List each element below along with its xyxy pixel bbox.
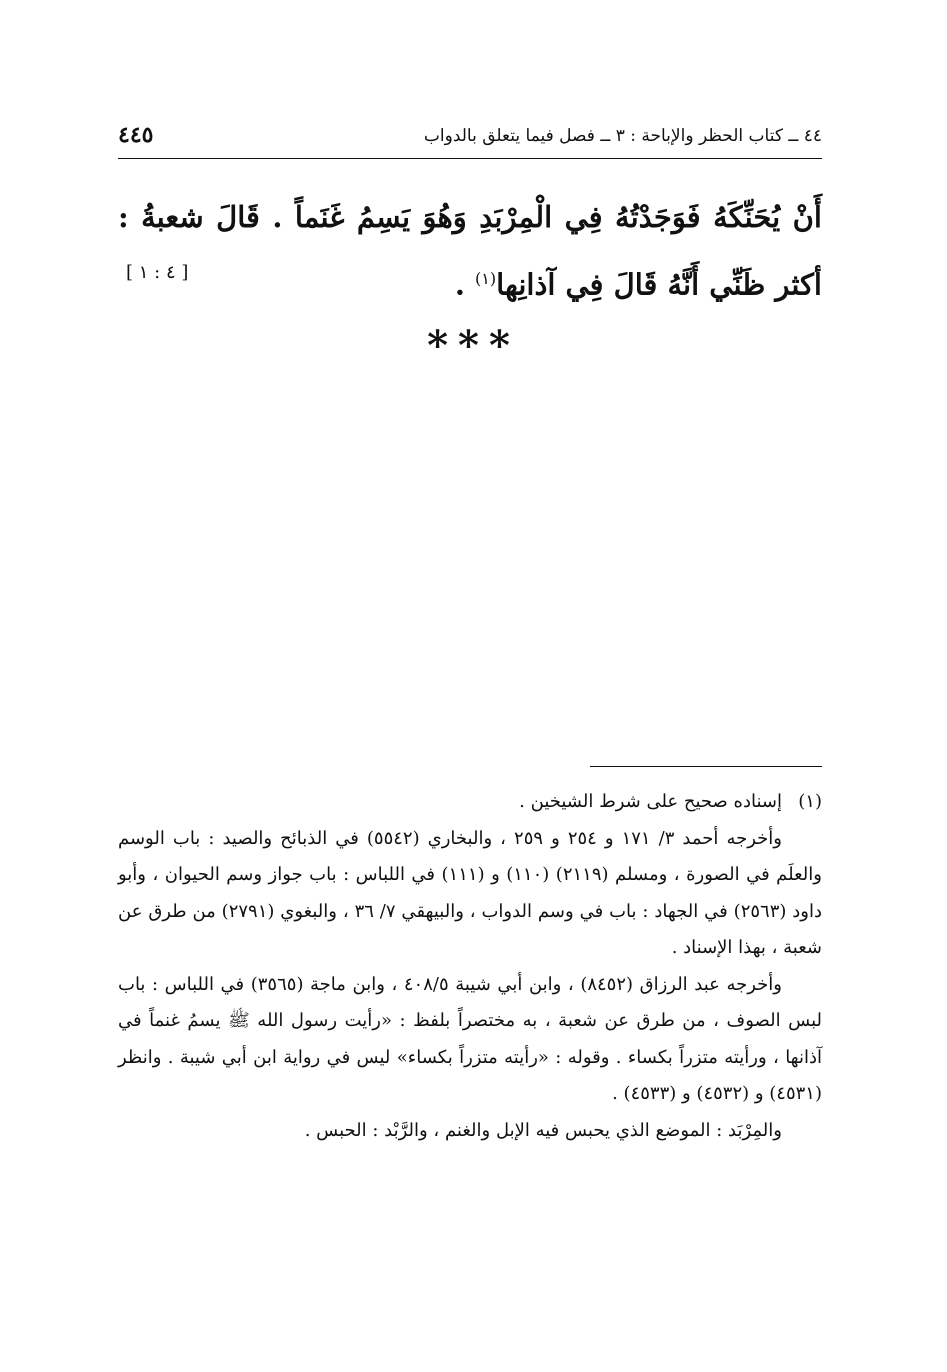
footnote-ref[interactable]: (١)	[475, 269, 497, 288]
footnote-1-text: إسناده صحيح على شرط الشيخين .	[519, 791, 782, 812]
footnote-1	[118, 784, 822, 821]
running-header	[118, 122, 822, 159]
header-title: ٤٤ ــ كتاب الحظر والإباحة : ٣ ــ فصل فيما يتعلق بالدواب	[423, 126, 822, 146]
section-separator: ***	[427, 322, 520, 369]
main-text	[118, 186, 822, 316]
page-number: ٤٤٥	[118, 122, 154, 148]
reference-code: [ ٤ : ١ ]	[126, 262, 189, 283]
main-text-body: أَنْ يُحَنِّكَهُ فَوَجَدْتُهُ فِي الْمِرْبَدِ وَهُوَ يَسِمُ غَنَماً . قَالَ شعبةُ : أكثر ظَنِّي أَنَّهُ قَالَ فِي آذانِها	[118, 200, 822, 302]
footnote-rule	[590, 766, 822, 767]
footnote-number: (١)	[798, 791, 822, 812]
footnote-paragraph-definition: والمِرْبَد : الموضع الذي يحبس فيه الإبل والغنم ، والرَّبْد : الحبس .	[304, 1119, 782, 1141]
footnote-paragraph-sources: وأخرجه أحمد ٣/ ١٧١ و ٢٥٤ و ٢٥٩ ، والبخاري (٥٥٤٢) في الذبائح والصيد : باب الوسم والعلَم في الصورة ، ومسلم (٢١١٩) (١١٠) و (١١١) في اللباس : باب جواز وسم الحيوان ، وأبو داود (٢٥٦٣) في الجهاد : باب في وسم الدواب ، والبيهقي ٧/ ٣٦ ، والبغوي (٢٧٩١) من طرق عن شعبة ، بهذا الإسناد .	[118, 827, 822, 958]
main-text-end: .	[454, 267, 476, 302]
footnote-paragraph-other-sources: وأخرجه عبد الرزاق (٨٤٥٢) ، وابن أبي شيبة ٤٠٨/٥ ، وابن ماجة (٣٥٦٥) في اللباس : باب لبس الصوف ، من طرق عن شعبة ، به مختصراً بلفظ : «رأيت رسول الله ﷺ يسمُ غنماً في آذانها ، ورأيته متزراً بكساء . وقوله : «رأيته متزراً بكساء» ليس في رواية ابن أبي شيبة . وانظر (٤٥٣١) و (٤٥٣٢) و (٤٥٣٣) .	[118, 973, 822, 1104]
footnotes	[118, 784, 822, 1149]
